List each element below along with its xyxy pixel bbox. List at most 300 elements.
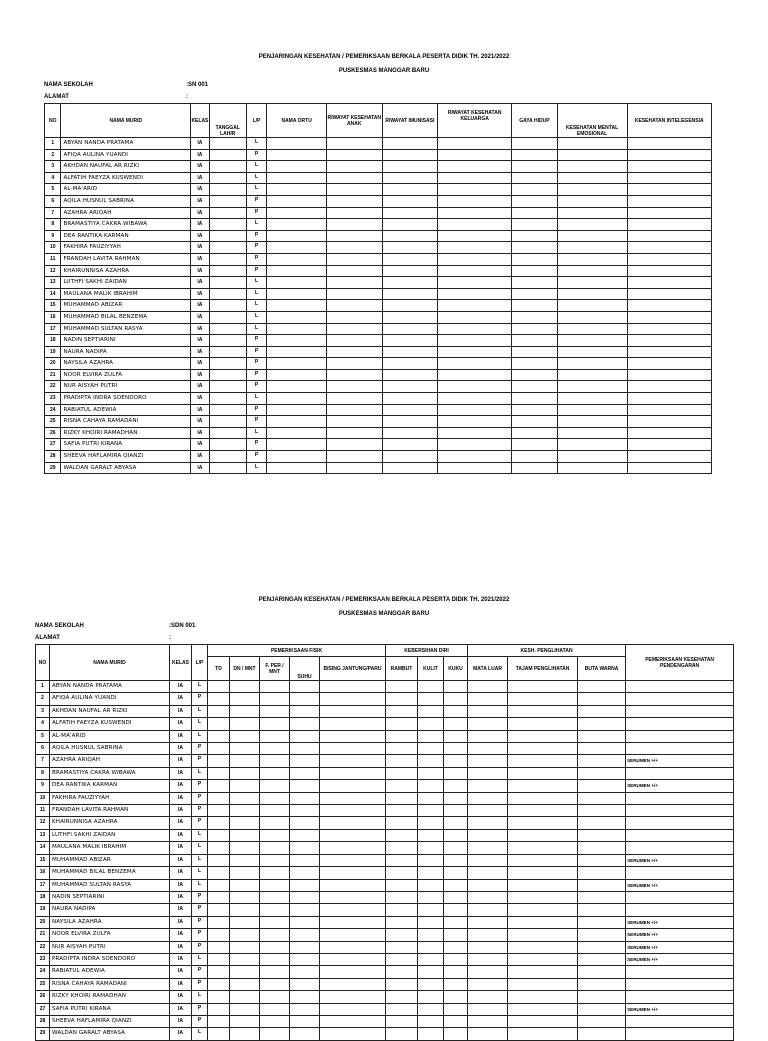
family-health-cell [438,207,512,219]
student-name: SAFIA PUTRI KIRANA [61,439,191,451]
rambut-cell [386,817,418,829]
table-row [36,743,734,755]
child-health-cell [326,404,382,416]
row-number: 12 [36,817,50,829]
table-row [45,381,712,393]
suhu-cell [290,991,320,1003]
parent-name-cell [267,369,327,381]
student-class: IA [170,854,192,866]
immunization-cell [382,346,438,358]
student-class: IA [170,978,192,990]
lifestyle-cell [512,219,557,231]
buta-warna-cell [578,693,626,705]
birth-date-cell [209,138,246,150]
kulit-cell [418,991,444,1003]
kuku-cell [444,829,468,841]
student-gender: L [192,1028,208,1040]
row-number: 9 [45,230,61,242]
col2-kuku: KUKU [444,657,468,681]
suhu-cell [290,941,320,953]
section2-school-value: :SDN 001 [169,623,196,629]
col-riwayat-imunisasi: RIWAYAT IMUNISASI [382,104,438,138]
kuku-cell [444,718,468,730]
student-class: IA [191,138,210,150]
intelligence-cell [627,242,711,254]
section2-title: PENJARINGAN KESEHATAN / PEMERIKSAAN BERKALA PESERTA DIDIK TH. 2021/2022 [258,597,510,603]
kuku-cell [444,842,468,854]
lifestyle-cell [512,253,557,265]
dn-cell [230,842,260,854]
student-class: IA [191,230,210,242]
student-class: IA [191,358,210,370]
buta-warna-cell [578,978,626,990]
kulit-cell [418,916,444,928]
parent-name-cell [267,242,327,254]
student-name: SAFIA PUTRI KIRANA [50,1003,170,1015]
child-health-cell [326,265,382,277]
buta-warna-cell [578,780,626,792]
suhu-cell [290,730,320,742]
student-name: WALDAN GARALT ABYASA [61,462,191,474]
lifestyle-cell [512,323,557,335]
birth-date-cell [209,346,246,358]
col-kesehatan-mental: KESEHATAN MENTAL EMOSIONAL [557,104,627,138]
birth-date-cell [209,416,246,428]
fper-cell [260,755,290,767]
mata-luar-cell [468,842,508,854]
fper-cell [260,929,290,941]
tajam-penglihatan-cell [508,879,578,891]
table-1-body [45,138,712,474]
child-health-cell [326,311,382,323]
parent-name-cell [267,381,327,393]
bising-cell [320,953,386,965]
table-row [45,277,712,289]
kulit-cell [418,879,444,891]
row-number: 18 [36,891,50,903]
buta-warna-cell [578,854,626,866]
row-number: 17 [36,879,50,891]
fper-cell [260,743,290,755]
student-name: NUR AISYAH PUTRI [50,941,170,953]
kuku-cell [444,1028,468,1040]
row-number: 23 [36,953,50,965]
table-row [45,195,712,207]
student-class: IA [170,1028,192,1040]
section2-school-label: NAMA SEKOLAH [35,623,84,629]
rambut-cell [386,792,418,804]
rambut-cell [386,941,418,953]
parent-name-cell [267,253,327,265]
kuku-cell [444,867,468,879]
kulit-cell [418,780,444,792]
student-name: ABYAN NANDA PRATAMA [61,138,191,150]
table-row [36,978,734,990]
buta-warna-cell [578,1003,626,1015]
kuku-cell [444,978,468,990]
tajam-penglihatan-cell [508,891,578,903]
student-gender: L [246,311,267,323]
student-gender: L [246,161,267,173]
student-class: IA [191,184,210,196]
kulit-cell [418,755,444,767]
td-cell [208,817,230,829]
group-kesh-penglihatan: KESH. PENGLIHATAN [468,645,626,657]
bising-cell [320,966,386,978]
student-name: FAKHIRA FAUZIYYAH [50,792,170,804]
col2-kelas: KELAS [170,645,192,681]
fper-cell [260,792,290,804]
student-gender: P [192,978,208,990]
student-class: IA [170,941,192,953]
immunization-cell [382,161,438,173]
dn-cell [230,991,260,1003]
table-row [36,929,734,941]
row-number: 25 [45,416,61,428]
rambut-cell [386,991,418,1003]
student-name: SHEEVA HAFLAMIRA QIANZI [50,1015,170,1027]
mata-luar-cell [468,817,508,829]
student-gender: L [246,300,267,312]
kuku-cell [444,929,468,941]
row-number: 29 [36,1028,50,1040]
parent-name-cell [267,416,327,428]
td-cell [208,879,230,891]
student-class: IA [191,346,210,358]
bising-cell [320,879,386,891]
child-health-cell [326,288,382,300]
bising-cell [320,978,386,990]
family-health-cell [438,277,512,289]
row-number: 26 [36,991,50,1003]
mental-health-cell [557,184,627,196]
row-number: 13 [45,277,61,289]
student-name: NOOR ELVIRA ZULFA [61,369,191,381]
student-gender: L [246,323,267,335]
hearing-result-cell [626,718,734,730]
student-name: AZAHRA ARIQAH [50,755,170,767]
td-cell [208,966,230,978]
mental-health-cell [557,404,627,416]
student-class: IA [191,253,210,265]
row-number: 17 [45,323,61,335]
student-gender: L [246,138,267,150]
row-number: 10 [36,792,50,804]
kulit-cell [418,681,444,693]
student-class: IA [191,381,210,393]
student-class: IA [191,404,210,416]
row-number: 14 [36,842,50,854]
tajam-penglihatan-cell [508,780,578,792]
student-gender: P [192,693,208,705]
lifestyle-cell [512,207,557,219]
student-gender: P [246,242,267,254]
student-class: IA [191,265,210,277]
student-name: AL-MA'ARID [61,184,191,196]
student-class: IA [170,879,192,891]
student-class: IA [170,916,192,928]
student-gender: P [192,1015,208,1027]
bising-cell [320,941,386,953]
mental-health-cell [557,253,627,265]
student-name: AKHDAN NAUFAL AR RIZKI [50,705,170,717]
kulit-cell [418,705,444,717]
row-number: 5 [36,730,50,742]
student-gender: L [192,730,208,742]
parent-name-cell [267,439,327,451]
screening-table-2 [35,644,734,1041]
kulit-cell [418,767,444,779]
kuku-cell [444,780,468,792]
immunization-cell [382,288,438,300]
table-row [45,149,712,161]
immunization-cell [382,242,438,254]
student-class: IA [170,867,192,879]
col2-tajam-penglihatan: TAJAM PENGLIHATAN [508,657,578,681]
hearing-result-cell [626,805,734,817]
suhu-cell [290,904,320,916]
section1-title: PENJARINGAN KESEHATAN / PEMERIKSAAN BERKALA PESERTA DIDIK TH. 2021/2022 [258,54,510,60]
student-name: NAURA NADIPA [61,346,191,358]
bising-cell [320,780,386,792]
student-name: MAULANA MALIK IBRAHIM [61,288,191,300]
td-cell [208,743,230,755]
row-number: 21 [45,369,61,381]
mata-luar-cell [468,854,508,866]
parent-name-cell [267,184,327,196]
col2-buta-warna: BUTA WARNA [578,657,626,681]
td-cell [208,730,230,742]
lifestyle-cell [512,416,557,428]
fper-cell [260,693,290,705]
kulit-cell [418,966,444,978]
hearing-result-cell [626,693,734,705]
student-name: ABYAN NANDA PRATAMA [50,681,170,693]
mental-health-cell [557,265,627,277]
row-number: 12 [45,265,61,277]
hearing-result-cell [626,842,734,854]
td-cell [208,718,230,730]
dn-cell [230,681,260,693]
birth-date-cell [209,242,246,254]
tajam-penglihatan-cell [508,904,578,916]
rambut-cell [386,891,418,903]
student-gender: P [246,358,267,370]
mental-health-cell [557,288,627,300]
td-cell [208,681,230,693]
birth-date-cell [209,149,246,161]
td-cell [208,792,230,804]
dn-cell [230,817,260,829]
lifestyle-cell [512,277,557,289]
intelligence-cell [627,369,711,381]
dn-cell [230,891,260,903]
family-health-cell [438,323,512,335]
buta-warna-cell [578,966,626,978]
mata-luar-cell [468,891,508,903]
family-health-cell [438,253,512,265]
table-row [36,904,734,916]
buta-warna-cell [578,1028,626,1040]
parent-name-cell [267,300,327,312]
tajam-penglihatan-cell [508,743,578,755]
kulit-cell [418,817,444,829]
student-name: NAURA NADIPA [50,904,170,916]
student-gender: P [192,941,208,953]
family-health-cell [438,300,512,312]
intelligence-cell [627,335,711,347]
row-number: 14 [45,288,61,300]
rambut-cell [386,1003,418,1015]
immunization-cell [382,439,438,451]
buta-warna-cell [578,805,626,817]
immunization-cell [382,427,438,439]
tajam-penglihatan-cell [508,767,578,779]
student-name: KHAIRUNNISA AZAHRA [50,817,170,829]
child-health-cell [326,335,382,347]
student-class: IA [170,693,192,705]
student-gender: L [192,953,208,965]
student-name: FRANDAH LAVITA RAHMAN [61,253,191,265]
tajam-penglihatan-cell [508,854,578,866]
student-name: BRAMASTIYA CAKRA WIBAWA [50,767,170,779]
suhu-cell [290,743,320,755]
mental-health-cell [557,346,627,358]
student-class: IA [191,416,210,428]
student-class: IA [170,904,192,916]
student-name: WALDAN GARALT ABYASA [50,1028,170,1040]
student-gender: P [192,817,208,829]
intelligence-cell [627,393,711,405]
suhu-cell [290,854,320,866]
bising-cell [320,842,386,854]
mata-luar-cell [468,953,508,965]
tajam-penglihatan-cell [508,842,578,854]
rambut-cell [386,978,418,990]
table-row [36,718,734,730]
student-class: IA [191,288,210,300]
intelligence-cell [627,219,711,231]
student-class: IA [191,277,210,289]
kuku-cell [444,891,468,903]
student-gender: L [246,184,267,196]
hearing-result-cell [626,743,734,755]
tajam-penglihatan-cell [508,978,578,990]
buta-warna-cell [578,743,626,755]
dn-cell [230,1003,260,1015]
td-cell [208,991,230,1003]
student-gender: P [246,346,267,358]
suhu-cell [290,867,320,879]
row-number: 20 [36,916,50,928]
student-name: PRADIPTA INDRA SOENDORO [61,393,191,405]
student-gender: P [192,805,208,817]
buta-warna-cell [578,755,626,767]
intelligence-cell [627,230,711,242]
rambut-cell [386,854,418,866]
intelligence-cell [627,346,711,358]
birth-date-cell [209,427,246,439]
row-number: 21 [36,929,50,941]
rambut-cell [386,929,418,941]
immunization-cell [382,265,438,277]
student-gender: L [192,991,208,1003]
student-class: IA [170,755,192,767]
student-class: IA [170,1015,192,1027]
student-gender: P [246,230,267,242]
lifestyle-cell [512,288,557,300]
bising-cell [320,755,386,767]
tajam-penglihatan-cell [508,705,578,717]
lifestyle-cell [512,184,557,196]
kulit-cell [418,1003,444,1015]
student-gender: P [192,929,208,941]
student-name: KHAIRUNNISA AZAHRA [61,265,191,277]
bising-cell [320,693,386,705]
tajam-penglihatan-cell [508,1015,578,1027]
student-name: RISNA CAHAYA RAMADANI [50,978,170,990]
family-health-cell [438,335,512,347]
parent-name-cell [267,161,327,173]
kuku-cell [444,966,468,978]
family-health-cell [438,184,512,196]
td-cell [208,842,230,854]
hearing-result-cell: SERUMEN +/+ [626,1003,734,1015]
bising-cell [320,1015,386,1027]
family-health-cell [438,346,512,358]
child-health-cell [326,300,382,312]
row-number: 1 [45,138,61,150]
family-health-cell [438,404,512,416]
student-class: IA [170,891,192,903]
tajam-penglihatan-cell [508,916,578,928]
parent-name-cell [267,323,327,335]
family-health-cell [438,138,512,150]
student-gender: L [192,718,208,730]
intelligence-cell [627,404,711,416]
mental-health-cell [557,369,627,381]
intelligence-cell [627,207,711,219]
student-name: NAYSILA AZAHRA [61,358,191,370]
dn-cell [230,693,260,705]
kuku-cell [444,991,468,1003]
parent-name-cell [267,230,327,242]
suhu-cell [290,879,320,891]
student-name: NADIN SEPTIARINI [50,891,170,903]
buta-warna-cell [578,929,626,941]
mental-health-cell [557,462,627,474]
mental-health-cell [557,195,627,207]
lifestyle-cell [512,393,557,405]
fper-cell [260,1003,290,1015]
mata-luar-cell [468,916,508,928]
tajam-penglihatan-cell [508,730,578,742]
student-gender: L [246,172,267,184]
table-row [45,427,712,439]
col2-suhu: SUHU [290,657,320,681]
immunization-cell [382,230,438,242]
dn-cell [230,743,260,755]
birth-date-cell [209,253,246,265]
section2-subtitle: PUSKESMAS MANGGAR BARU [338,611,430,617]
family-health-cell [438,265,512,277]
bising-cell [320,891,386,903]
child-health-cell [326,230,382,242]
kuku-cell [444,755,468,767]
col2-kulit: KULIT [418,657,444,681]
kuku-cell [444,854,468,866]
rambut-cell [386,1028,418,1040]
